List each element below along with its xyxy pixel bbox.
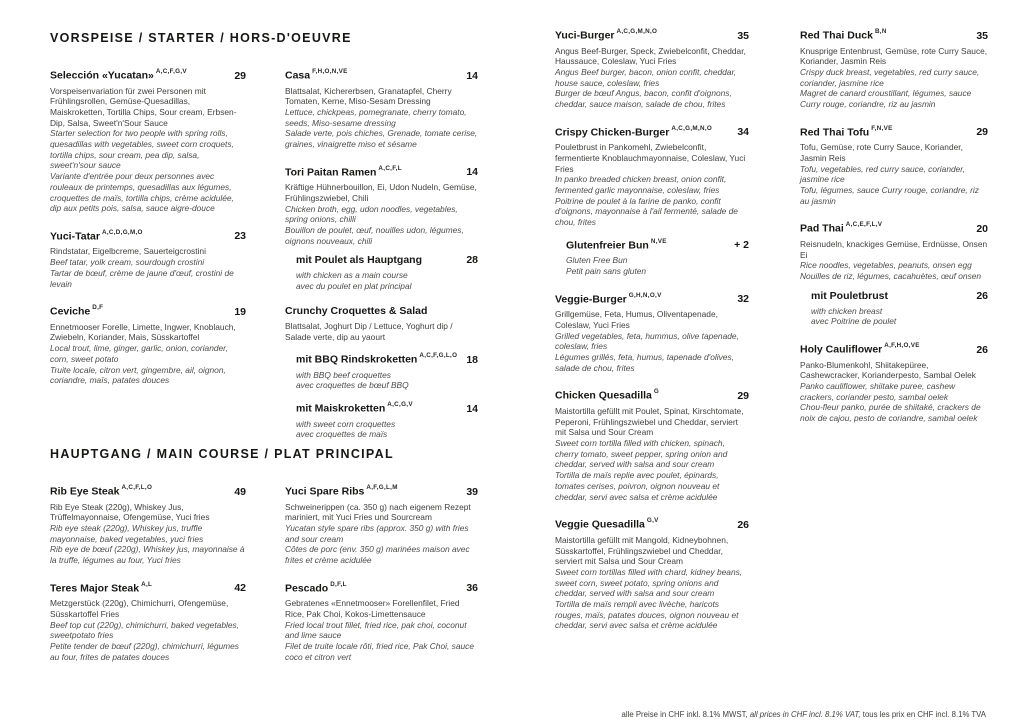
allergen-codes: A,C,E,F,L,V — [845, 221, 883, 229]
item-description-de: Gebratenes «Ennetmooser» Forellenfilet, Fried Rice, Pak Choi, Kokos-Limettensauce — [285, 598, 460, 619]
item-description-en: Yucatan style spare ribs (approx. 350 g) with fries and sour cream — [285, 522, 469, 544]
allergen-codes: A,F,G,L,M — [366, 484, 398, 491]
menu-item — [285, 305, 478, 342]
item-description-en: Fried local trout fillet, fried rice, pak choi, coconut and lime sauce — [285, 619, 467, 641]
menu-subitem — [555, 236, 749, 277]
item-title-group — [800, 26, 887, 43]
item-title-row — [800, 123, 988, 140]
item-description-fr: Truite locale, citron vert, gingembre, ail, oignon, coriandre, maïs, patates douces — [50, 364, 226, 386]
allergen-codes: A,C,G,M,N,O — [616, 28, 658, 35]
menu-item — [555, 386, 749, 502]
item-title-row — [566, 236, 749, 253]
item-description-de: Rindstatar, Eigelbcreme, Sauerteigcrostini — [50, 246, 206, 257]
allergen-codes: A,F,H,O,VE — [884, 342, 920, 350]
item-description-en: Sweet corn tortillas filled with chard, kidney beans, sweet corn, sweet potato, spring onions and cheddar, served with salsa and sour cream — [555, 566, 743, 599]
item-name: Red Thai Tofu — [800, 126, 870, 139]
item-title-group — [285, 163, 402, 180]
item-description-de: Knusprige Entenbrust, Gemüse, rote Curry Sauce, Koriander, Jasmin Reis — [800, 45, 988, 67]
item-title-group — [811, 290, 888, 303]
menu-item — [285, 579, 478, 663]
item-description-en: Sweet corn tortilla filled with chicken, spinach, cherry tomato, sweet pepper, spring onion and cheddar, served with salsa and sour cream — [555, 438, 728, 470]
allergen-codes: D,F,L — [330, 580, 347, 588]
item-title-row — [50, 66, 246, 83]
item-price: + 2 — [734, 239, 749, 252]
item-title-row — [555, 123, 749, 140]
item-description-de: Kräftige Hühnerbouillon, Ei, Udon Nudeln, Gemüse, Frühlingszwiebel, Chili — [285, 182, 477, 203]
allergen-codes: F,N,VE — [871, 124, 893, 132]
item-title-group — [800, 340, 920, 357]
item-title-group — [555, 123, 712, 140]
menu-item — [555, 515, 749, 631]
item-description-fr: Tofu, légumes, sauce Curry rouge, coriandre, riz au jasmin — [800, 185, 979, 206]
item-description-fr: Tortilla de maïs replie avec poulet, épinards, tomates cerises, poivron, oignon nouveau et cheddar, servi avec salsa et crème acidulée — [555, 470, 720, 502]
item-description-de: Grillgemüse, Feta, Humus, Oliventapenade, Coleslaw, Yuci Fries — [555, 309, 718, 330]
item-name: mit Maiskroketten — [296, 402, 386, 415]
item-name: Tori Paitan Ramen — [285, 166, 377, 179]
item-price: 34 — [737, 126, 749, 139]
item-price: 18 — [466, 353, 478, 366]
item-title-group — [555, 386, 659, 403]
item-title-row — [50, 579, 246, 596]
item-title-group — [800, 123, 893, 140]
item-title-row — [285, 305, 478, 318]
item-description-en: Grilled vegetables, feta, hummus, olive tapenade, coleslaw, fries — [555, 330, 739, 352]
item-description-en: with chicken as a main course — [296, 270, 408, 281]
menu-item — [50, 66, 246, 214]
item-title-row — [555, 290, 749, 307]
allergen-codes: D,F — [92, 304, 104, 312]
item-description-fr: Petit pain sans gluten — [566, 266, 647, 277]
item-description-en: Starter selection for two people with spring rolls, quesadillas with vegetables, sweet corn croquets, tortilla chips, sour cream, pea dip, salsa, sweet'n'sour sauce — [50, 128, 234, 171]
item-description-en: with chicken breast — [811, 305, 883, 316]
item-description-de: Rib Eye Steak (220g), Whiskey Jus, Trüffelmayonnaise, Ofengemüse, Yuci fries — [50, 501, 210, 523]
item-description-en: Local trout, lime, ginger, garlic, onion, coriander, corn, sweet potato — [50, 343, 228, 364]
item-title-group — [50, 66, 187, 83]
item-name: Teres Major Steak — [50, 582, 140, 595]
item-description-de: Angus Beef-Burger, Speck, Zwiebelconfit, Cheddar, Haussauce, Coleslaw, Yuci Fries — [555, 45, 746, 67]
item-name: Crispy Chicken-Burger — [555, 126, 670, 139]
item-title-row — [800, 26, 988, 43]
item-description-en: Tofu, vegetables, red curry sauce, coriander, jasmine rice — [800, 163, 965, 185]
menu-item — [285, 163, 478, 247]
item-description-fr: Chou-fleur panko, purée de shiitaké, crackers de noix de cajou, pesto de coriandre, sambal oelek — [800, 402, 981, 424]
allergen-codes: B,N — [874, 28, 887, 35]
item-description-fr: Burger de bœuf Angus, bacon, confit d'oignons, cheddar, sauce maison, salade de chou, frites — [555, 88, 732, 110]
item-title-row — [555, 515, 749, 532]
item-name: Crunchy Croquettes & Salad — [285, 304, 428, 317]
item-title-row — [285, 163, 478, 180]
item-price: 29 — [737, 389, 749, 402]
allergen-codes: A,C,F,L,O — [121, 484, 153, 491]
item-title-group — [50, 579, 152, 596]
allergen-codes: N,VE — [650, 237, 667, 245]
mains-section-heading: HAUPTGANG / MAIN COURSE / PLAT PRINCIPAL — [50, 447, 394, 461]
item-title-group — [285, 66, 348, 83]
item-name: Yuci-Burger — [555, 29, 615, 42]
item-title-group — [555, 515, 659, 532]
item-description-fr: avec croquettes de bœuf BBQ — [296, 380, 409, 391]
item-name: Yuci-Tatar — [50, 230, 100, 243]
item-name: Selección «Yucatan» — [50, 69, 154, 82]
item-description-fr: Tortilla de maïs rempli avec livèche, haricots rouges, maïs, patates douces, oignon nouveau et cheddar, servi avec salsa et crème acidulée — [555, 599, 739, 631]
item-title-group — [50, 227, 143, 244]
item-description-fr: Magret de canard croustillant, légumes, sauce Curry rouge, coriandre, riz au jasmin — [800, 88, 972, 110]
item-description-en: Gluten Free Bun — [566, 255, 628, 266]
item-description-fr: Légumes grillés, feta, humus, tapenade d'olives, salade de chou, frites — [555, 352, 734, 373]
item-price: 14 — [466, 69, 478, 82]
starters-column-2 — [285, 66, 478, 453]
item-title-group — [566, 236, 667, 253]
allergen-codes: A,C,D,G,M,O — [102, 228, 143, 236]
item-title-row — [50, 227, 246, 244]
item-price: 26 — [737, 518, 749, 531]
allergen-codes: A,C,F,G,V — [155, 68, 187, 75]
menu-subitem — [285, 350, 478, 391]
item-description-de: Maistortilla gefüllt mit Mangold, Kidneybohnen, Süsskartoffel, Frühlingszwiebel und Cheddar, serviert mit Salsa und Sour Cream — [555, 534, 729, 567]
item-price: 35 — [737, 29, 749, 42]
menu-subitem — [800, 290, 988, 327]
item-title-row — [296, 350, 478, 367]
item-description-en: Angus Beef burger, bacon, onion confit, cheddar, house sauce, coleslaw, fries — [555, 66, 737, 88]
asian-dishes-column — [800, 26, 988, 437]
menu-item — [50, 302, 246, 386]
item-price: 35 — [976, 29, 988, 42]
item-description-de: Ennetmooser Forelle, Limette, Ingwer, Knoblauch, Zwiebeln, Koriander, Mais, Süsskartoffel — [50, 321, 236, 343]
item-title-row — [285, 66, 478, 83]
item-description-en: with BBQ beef croquettes — [296, 369, 391, 380]
item-description-de: Schweinerippen (ca. 350 g) nach eigenem Rezept mariniert, mit Yuci Fries und Sourcream — [285, 501, 471, 523]
item-description-en: Chicken broth, egg, udon noodles, vegetables, spring onions, chilli — [285, 203, 458, 225]
item-title-row — [800, 340, 988, 357]
allergen-codes: A,C,F,G,L,O — [419, 352, 458, 360]
allergen-codes: A,C,G,M,N,O — [671, 124, 713, 132]
item-name: mit Poulet als Hauptgang — [296, 254, 423, 267]
item-title-group — [285, 579, 347, 596]
item-price: 36 — [466, 582, 478, 595]
item-title-group — [296, 254, 422, 267]
item-name: Yuci Spare Ribs — [285, 485, 365, 498]
item-name: Chicken Quesadilla — [555, 389, 652, 402]
item-description-de: Reisnudeln, knackiges Gemüse, Erdnüsse, Onsen Ei — [800, 238, 988, 260]
item-description-fr: Filet de truite locale rôti, fried rice, Pak Choi, sauce coco et citron vert — [285, 641, 474, 662]
item-price: 26 — [976, 289, 988, 302]
item-price: 14 — [466, 166, 478, 179]
item-description-en: Lettuce, chickpeas, pomegranate, cherry tomato, seeds, Miso-sesame dressing — [285, 106, 467, 128]
item-description-de: Pouletbrust in Pankomehl, Zwiebelconfit, fermentierte Knoblauchmayonnaise, Coleslaw, Yuci Fries — [555, 142, 746, 174]
price-note-en: all prices in CHF incl. 8.1% VAT, — [749, 710, 861, 719]
item-description-fr: Côtes de porc (env. 350 g) marinées maison avec frites et crème acidulée — [285, 544, 470, 566]
item-title-row — [811, 290, 988, 303]
allergen-codes: G,H,N,O,V — [628, 291, 662, 299]
item-title-group — [285, 482, 398, 499]
item-price: 28 — [466, 254, 478, 267]
item-title-row — [555, 26, 749, 43]
mains-column-2 — [285, 482, 478, 675]
starters-section-heading: VORSPEISE / STARTER / HORS-D'OEUVRE — [50, 31, 352, 45]
item-name: Veggie-Burger — [555, 293, 627, 306]
allergen-codes: G — [653, 388, 660, 396]
allergen-codes: F,H,O,N,VE — [312, 68, 348, 75]
item-name: Pescado — [285, 582, 329, 595]
item-description-de: Blattsalat, Joghurt Dip / Lettuce, Yoghurt dip / Salade verte, dip au yaourt — [285, 320, 453, 342]
item-description-en: In panko breaded chicken breast, onion confit, fermented garlic mayonnaise, coleslaw, fries — [555, 174, 727, 196]
menu-item — [50, 227, 246, 289]
item-description-en: Panko cauliflower, shiitake puree, cashew crackers, coriander pesto, sambal oelek — [800, 381, 956, 402]
allergen-codes: A,L — [141, 580, 153, 588]
item-title-row — [285, 579, 478, 596]
item-price: 42 — [234, 582, 246, 595]
item-description-fr: Rib eye de bœuf (220g), Whiskey jus, mayonnaise à la truffe, légumes au four, Yuci fries — [50, 544, 245, 566]
item-description-fr: Variante d'entrée pour deux personnes avec rouleaux de printemps, quesadillas aux légumes, croquettes de maïs, tortilla chips, crème acidulée, dip aux petits pois, salsa, sauce aigre-douce — [50, 171, 234, 214]
item-price: 19 — [234, 305, 246, 318]
item-description-de: Tofu, Gemüse, rote Curry Sauce, Koriander, Jasmin Reis — [800, 142, 963, 163]
item-title-row — [296, 254, 478, 267]
item-title-group — [296, 350, 457, 367]
item-name: Rib Eye Steak — [50, 485, 120, 498]
item-name: Veggie Quesadilla — [555, 518, 645, 531]
item-title-group — [800, 219, 882, 236]
item-title-group — [555, 26, 657, 43]
item-description-fr: Poitrine de poulet à la farine de panko, confit d'oignons, mayonnaise à l'ail fermenté, salade de chou, frites — [555, 195, 738, 228]
menu-item — [555, 26, 749, 110]
menu-item — [50, 482, 246, 566]
item-description-fr: Petite tender de bœuf (220g), chimichurri, légumes au four, frites de patates douces — [50, 641, 239, 662]
allergen-codes: G,V — [646, 517, 659, 525]
menu-item — [800, 123, 988, 207]
item-price: 14 — [466, 402, 478, 415]
item-title-row — [50, 302, 246, 319]
item-title-row — [50, 482, 246, 499]
item-description-fr: avec croquettes de maïs — [296, 429, 388, 440]
item-name: Casa — [285, 69, 311, 82]
item-title-row — [285, 482, 478, 499]
item-price: 23 — [234, 230, 246, 243]
item-description-en: Beef tatar, yolk cream, sourdough crostini — [50, 257, 205, 268]
item-name: Pad Thai — [800, 222, 844, 235]
item-price: 26 — [976, 343, 988, 356]
menu-item — [285, 66, 478, 150]
menu-subitem — [285, 254, 478, 291]
item-title-group — [50, 482, 152, 499]
item-description-en: Rib eye steak (220g), Whiskey jus, truffle mayonnaise, baked vegetables, yuci fries — [50, 522, 204, 544]
item-price: 32 — [737, 293, 749, 306]
item-description-fr: Salade verte, pois chiches, Grenade, tomate cerise, graines, vinaigrette miso et sésame — [285, 128, 478, 150]
item-title-group — [285, 305, 427, 318]
item-title-row — [800, 219, 988, 236]
item-name: Holy Cauliflower — [800, 343, 883, 356]
menu-item — [800, 340, 988, 424]
item-description-de: Metzgerstück (220g), Chimichurri, Ofengemüse, Süsskartoffel Fries — [50, 598, 229, 619]
item-description-en: Rice noodles, vegetables, peanuts, onsen egg — [800, 260, 972, 271]
item-description-fr: avec Poitrine de poulet — [811, 316, 897, 327]
item-description-en: Beef top cut (220g), chimichurri, baked vegetables, sweetpotato fries — [50, 619, 240, 641]
item-description-fr: Bouillon de poulet, œuf, nouilles udon, légumes, oignons nouveaux, chili — [285, 225, 464, 246]
allergen-codes: A,C,G,V — [387, 401, 413, 409]
item-description-de: Blattsalat, Kichererbsen, Granatapfel, Cherry Tomaten, Kerne, Miso-Sesam Dressing — [285, 85, 452, 107]
menu-item — [555, 123, 749, 228]
price-note-fr: tous les prix en CHF incl. 8.1% TVA — [862, 710, 986, 719]
item-description-en: with sweet corn croquettes — [296, 418, 396, 429]
item-title-group — [296, 399, 413, 416]
menu-item — [800, 219, 988, 281]
item-description-en: Crispy duck breast, vegetables, red curry sauce, coriander, jasmine rice — [800, 66, 980, 88]
item-price: 29 — [976, 126, 988, 139]
item-title-row — [555, 386, 749, 403]
item-title-group — [555, 290, 662, 307]
starters-column-1 — [50, 66, 246, 399]
price-note — [622, 710, 986, 719]
item-name: Glutenfreier Bun — [566, 239, 649, 252]
mains-column-1 — [50, 482, 246, 675]
item-price: 49 — [234, 485, 246, 498]
menu-item — [800, 26, 988, 110]
item-description-fr: Tartar de bœuf, crème de jaune d'œuf, crostini de levain — [50, 267, 234, 289]
menu-item — [50, 579, 246, 663]
item-title-row — [296, 399, 478, 416]
item-title-group — [50, 302, 103, 319]
menu-subitem — [285, 399, 478, 440]
item-price: 20 — [976, 222, 988, 235]
price-note-de: alle Preise in CHF inkl. 8.1% MWST, — [621, 710, 748, 719]
item-description-fr: Nouilles de riz, légumes, cacahuètes, œuf onsen — [800, 271, 982, 282]
item-name: Ceviche — [50, 305, 91, 318]
allergen-codes: A,C,F,L — [378, 164, 402, 172]
burgers-quesadillas-column — [555, 26, 749, 644]
item-description-de: Vorspeisenvariation für zwei Personen mit Frühlingsrollen, Gemüse-Quesadillas, Maiskroketten, Tortilla Chips, Sour cream, Erbsen-Dip, Salsa, Sweet'n'Sour Sauce — [50, 85, 237, 128]
menu-item — [555, 290, 749, 374]
item-price: 39 — [466, 485, 478, 498]
item-name: mit BBQ Rindskroketten — [296, 353, 418, 366]
menu-item — [285, 482, 478, 566]
item-description-fr: avec du poulet en plat principal — [296, 281, 412, 292]
item-description-de: Panko-Blumenkohl, Shiitakepüree, Cashewcracker, Korianderpesto, Sambal Oelek — [800, 359, 976, 381]
item-name: mit Pouletbrust — [811, 289, 889, 302]
item-price: 29 — [234, 69, 246, 82]
item-description-de: Maistortilla gefüllt mit Poulet, Spinat, Kirschtomate, Peperoni, Frühlingszwiebel und Cheddar, serviert mit Salsa und Sour Cream — [555, 405, 744, 438]
item-name: Red Thai Duck — [800, 29, 873, 42]
